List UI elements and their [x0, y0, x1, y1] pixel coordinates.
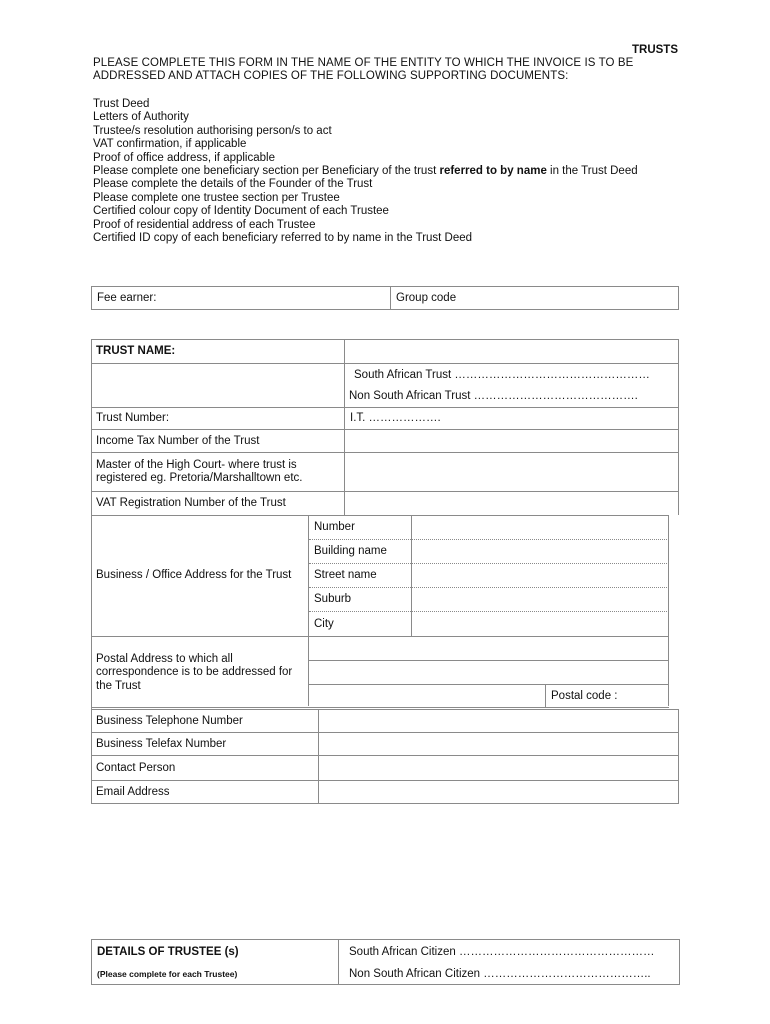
trust-name-input[interactable]	[345, 339, 678, 363]
doc-item: Please complete the details of the Founder of the Trust	[93, 178, 373, 191]
postal-line-2[interactable]	[309, 661, 668, 684]
master-high-court-input[interactable]	[345, 453, 678, 491]
address-city-input[interactable]	[412, 611, 668, 636]
trust-details-table	[91, 339, 680, 804]
doc-item: VAT confirmation, if applicable	[93, 138, 247, 151]
non-sa-trust-option[interactable]	[344, 385, 678, 406]
postal-line-1[interactable]	[309, 637, 668, 660]
telephone-input[interactable]	[319, 709, 678, 732]
email-label: Email Address	[96, 785, 170, 798]
doc-item: Proof of residential address of each Trustee	[93, 218, 316, 231]
address-building-label: Building name	[314, 545, 387, 557]
doc-item: Certified ID copy of each beneficiary referred to by name in the Trust Deed	[93, 232, 473, 245]
postal-code-field[interactable]	[546, 685, 668, 707]
sa-trust-label: South African Trust ……………………………………………	[354, 368, 650, 381]
income-tax-input[interactable]	[345, 429, 678, 452]
contact-person-input[interactable]	[319, 755, 678, 780]
address-street-input[interactable]	[412, 563, 668, 587]
address-suburb-label: Suburb	[314, 593, 352, 605]
non-sa-citizen-label: Non South African Citizen ……………………………………..	[349, 967, 651, 980]
address-city-label: City	[314, 617, 334, 630]
doc-item: Letters of Authority	[93, 111, 189, 124]
income-tax-label: Income Tax Number of the Trust	[96, 434, 260, 447]
postal-address-label: Postal Address to which all correspondence is to be addressed for the Trust	[96, 652, 293, 692]
telefax-input[interactable]	[319, 732, 678, 755]
group-code-label: Group code	[396, 292, 457, 304]
non-sa-trust-label: Non South African Trust …………………………………….	[349, 389, 638, 402]
address-street-label: Street name	[314, 569, 377, 581]
trust-number-input[interactable]	[345, 407, 678, 429]
doc-item: Please complete one trustee section per Trustee	[93, 191, 340, 204]
fee-earner-label: Fee earner:	[97, 292, 157, 304]
doc-item-text: Please complete one beneficiary section per Beneficiary of the trust	[93, 165, 440, 178]
intro-instructions: PLEASE COMPLETE THIS FORM IN THE NAME OF THE ENTITY TO WHICH THE INVOICE IS TO BE ADDRESSED AND ATTACH COPIES OF THE FOLLOWING SUPPORTING DOCUMENTS:	[93, 57, 634, 83]
fee-table	[91, 286, 679, 310]
sa-citizen-label: South African Citizen ……………………………………………	[349, 945, 655, 958]
vat-number-input[interactable]	[345, 491, 678, 515]
address-building-input[interactable]	[412, 539, 668, 563]
business-address-label: Business / Office Address for the Trust	[96, 569, 292, 581]
trustee-note: (Please complete for each Trustee)	[97, 968, 238, 979]
doc-item: Trustee/s resolution authorising person/s to act	[93, 124, 332, 137]
postal-code-label: Postal code :	[551, 690, 618, 702]
supporting-documents-list	[93, 98, 683, 245]
doc-item-text: in the Trust Deed	[546, 165, 638, 178]
fee-earner-field[interactable]	[92, 287, 390, 309]
telefax-label: Business Telefax Number	[96, 737, 227, 750]
sa-citizen-option[interactable]	[344, 940, 679, 963]
address-number-label: Number	[314, 521, 355, 533]
contact-person-label: Contact Person	[96, 761, 176, 774]
it-prefix: I.T. ……………….	[350, 412, 441, 424]
address-number-input[interactable]	[412, 515, 668, 539]
sa-trust-option[interactable]	[349, 364, 679, 385]
doc-item-emphasis: referred to by name	[439, 165, 547, 178]
trustee-table	[91, 939, 680, 985]
doc-item: Certified colour copy of Identity Document of each Trustee	[93, 205, 389, 218]
doc-item: Trust Deed	[93, 98, 150, 110]
postal-line-3[interactable]	[309, 685, 545, 707]
form-title: TRUSTS	[632, 44, 678, 56]
master-high-court-label: Master of the High Court- where trust is registered eg. Pretoria/Marshalltown etc.	[96, 459, 303, 484]
trustee-heading: DETAILS OF TRUSTEE (s)	[97, 945, 239, 958]
non-sa-citizen-option[interactable]	[344, 963, 679, 984]
group-code-field[interactable]	[391, 287, 678, 309]
telephone-label: Business Telephone Number	[96, 714, 243, 727]
doc-item	[93, 165, 683, 178]
vat-number-label: VAT Registration Number of the Trust	[96, 497, 286, 509]
address-suburb-input[interactable]	[412, 587, 668, 611]
trust-name-label: TRUST NAME:	[96, 345, 176, 357]
trust-number-label: Trust Number:	[96, 412, 170, 424]
email-input[interactable]	[319, 780, 678, 803]
doc-item: Proof of office address, if applicable	[93, 151, 275, 164]
